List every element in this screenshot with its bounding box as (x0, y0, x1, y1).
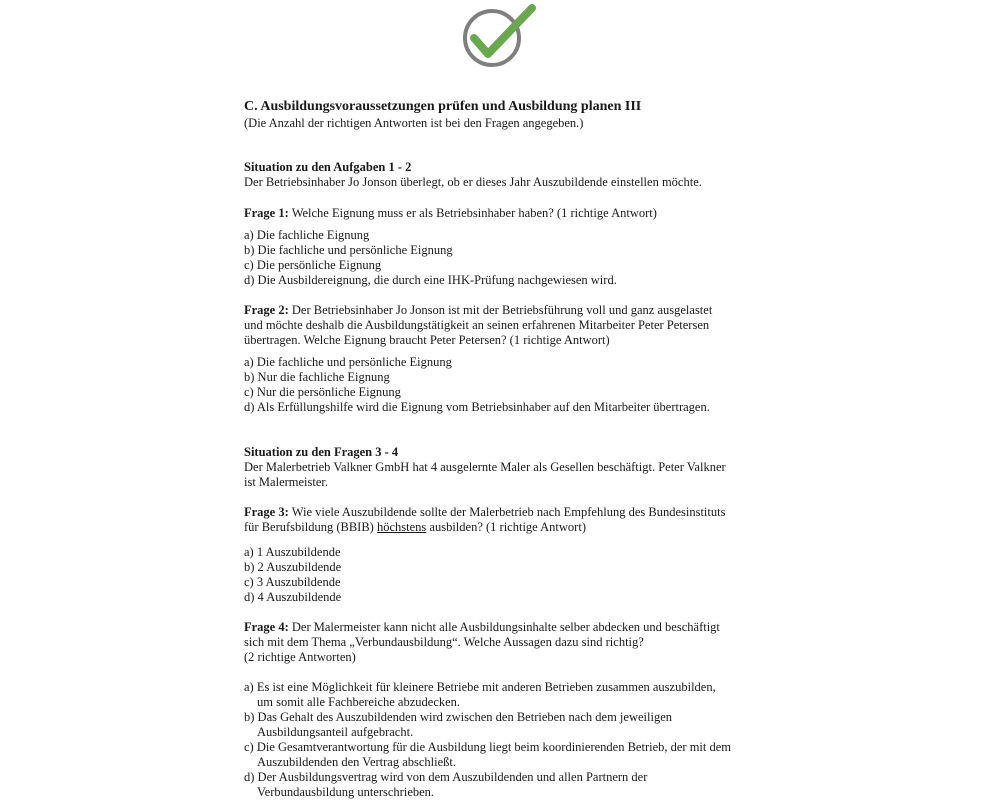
answer-option: b) Die fachliche und persönliche Eignung (244, 243, 453, 257)
check-circle-icon (460, 4, 536, 68)
question-4-text-line3: (2 richtige Antworten) (244, 650, 356, 664)
question-1-label: Frage 1: (244, 206, 289, 220)
question-3 (244, 505, 725, 520)
answer-option: a) 1 Auszubildende (244, 545, 341, 559)
answer-option-continuation: Ausbildungsanteil aufgebracht. (257, 725, 414, 739)
answer-option: b) Nur die fachliche Eignung (244, 370, 390, 384)
question-2-text-line3: übertragen. Welche Eignung braucht Peter Petersen? (1 richtige Antwort) (244, 333, 610, 347)
page-title: C. Ausbildungsvoraussetzungen prüfen und Ausbildung planen III (244, 99, 642, 114)
question-4-text-line1: Der Malermeister kann nicht alle Ausbildungsinhalte selber abdecken und beschäftigt (291, 620, 720, 634)
page-subtitle: (Die Anzahl der richtigen Antworten ist bei den Fragen angegeben.) (244, 116, 584, 130)
underlined-word: höchstens (376, 520, 427, 534)
answer-option: b) Das Gehalt des Auszubildenden wird zwischen den Betrieben nach dem jeweiligen (244, 710, 672, 724)
situation-2-text-line2: ist Malermeister. (244, 475, 329, 489)
answer-option: c) Die persönliche Eignung (244, 258, 382, 272)
question-1 (244, 206, 657, 221)
question-4-text-line2: sich mit dem Thema „Verbundausbildung“. Welche Aussagen dazu sind richtig? (244, 635, 644, 649)
answer-option: c) Nur die persönliche Eignung (244, 385, 401, 399)
answer-option: d) Die Ausbildereignung, die durch eine IHK-Prüfung nachgewiesen wird. (244, 273, 617, 287)
answer-option: a) Es ist eine Möglichkeit für kleinere Betriebe mit anderen Betrieben zusammen auszubilden, (244, 680, 716, 694)
question-2-label: Frage 2: (244, 303, 289, 317)
question-3-label: Frage 3: (244, 505, 289, 519)
answer-option: c) Die Gesamtverantwortung für die Ausbildung liegt beim koordinierenden Betrieb, der mit dem (244, 740, 732, 754)
question-4 (244, 620, 720, 635)
question-2 (244, 303, 712, 318)
answer-option: a) Die fachliche und persönliche Eignung (244, 355, 452, 369)
answer-option: b) 2 Auszubildende (244, 560, 342, 574)
answer-option: c) 3 Auszubildende (244, 575, 341, 589)
situation-2-heading: Situation zu den Fragen 3 - 4 (244, 445, 399, 459)
situation-1-text: Der Betriebsinhaber Jo Jonson überlegt, ob er dieses Jahr Auszubildende einstellen möchte. (244, 175, 702, 189)
question-3-text-line2 (244, 520, 586, 535)
situation-1-heading: Situation zu den Aufgaben 1 - 2 (244, 160, 412, 174)
answer-option-continuation: Verbundausbildung unterschrieben. (257, 785, 435, 799)
question-3-text-part: ausbilden? (1 richtige Antwort) (426, 520, 586, 534)
answer-option: d) Der Ausbildungsvertrag wird von dem Auszubildenden und allen Partnern der (244, 770, 648, 784)
answer-option: d) 4 Auszubildende (244, 590, 342, 604)
answer-option: d) Als Erfüllungshilfe wird die Eignung vom Betriebsinhaber auf den Mitarbeiter übertragen. (244, 400, 710, 414)
question-3-text-part: für Berufsbildung (BBIB) (244, 520, 377, 534)
answer-option-continuation: um somit alle Fachbereiche abzudecken. (257, 695, 461, 709)
situation-2-text-line1: Der Malerbetrieb Valkner GmbH hat 4 ausgelernte Maler als Gesellen beschäftigt. Peter Valkner (244, 460, 726, 474)
question-4-label: Frage 4: (244, 620, 289, 634)
question-1-text: Welche Eignung muss er als Betriebsinhaber haben? (1 richtige Antwort) (291, 206, 657, 220)
question-2-text-line2: und möchte deshalb die Ausbildungstätigkeit an seinen erfahrenen Mitarbeiter Peter Petersen (244, 318, 710, 332)
answer-option: a) Die fachliche Eignung (244, 228, 370, 242)
question-3-text-line1: Wie viele Auszubildende sollte der Malerbetrieb nach Empfehlung des Bundesinstituts (291, 505, 726, 519)
answer-option-continuation: Auszubildenden den Vertrag abschließt. (257, 755, 457, 769)
question-2-text-line1: Der Betriebsinhaber Jo Jonson ist mit der Betriebsführung voll und ganz ausgelastet (291, 303, 713, 317)
